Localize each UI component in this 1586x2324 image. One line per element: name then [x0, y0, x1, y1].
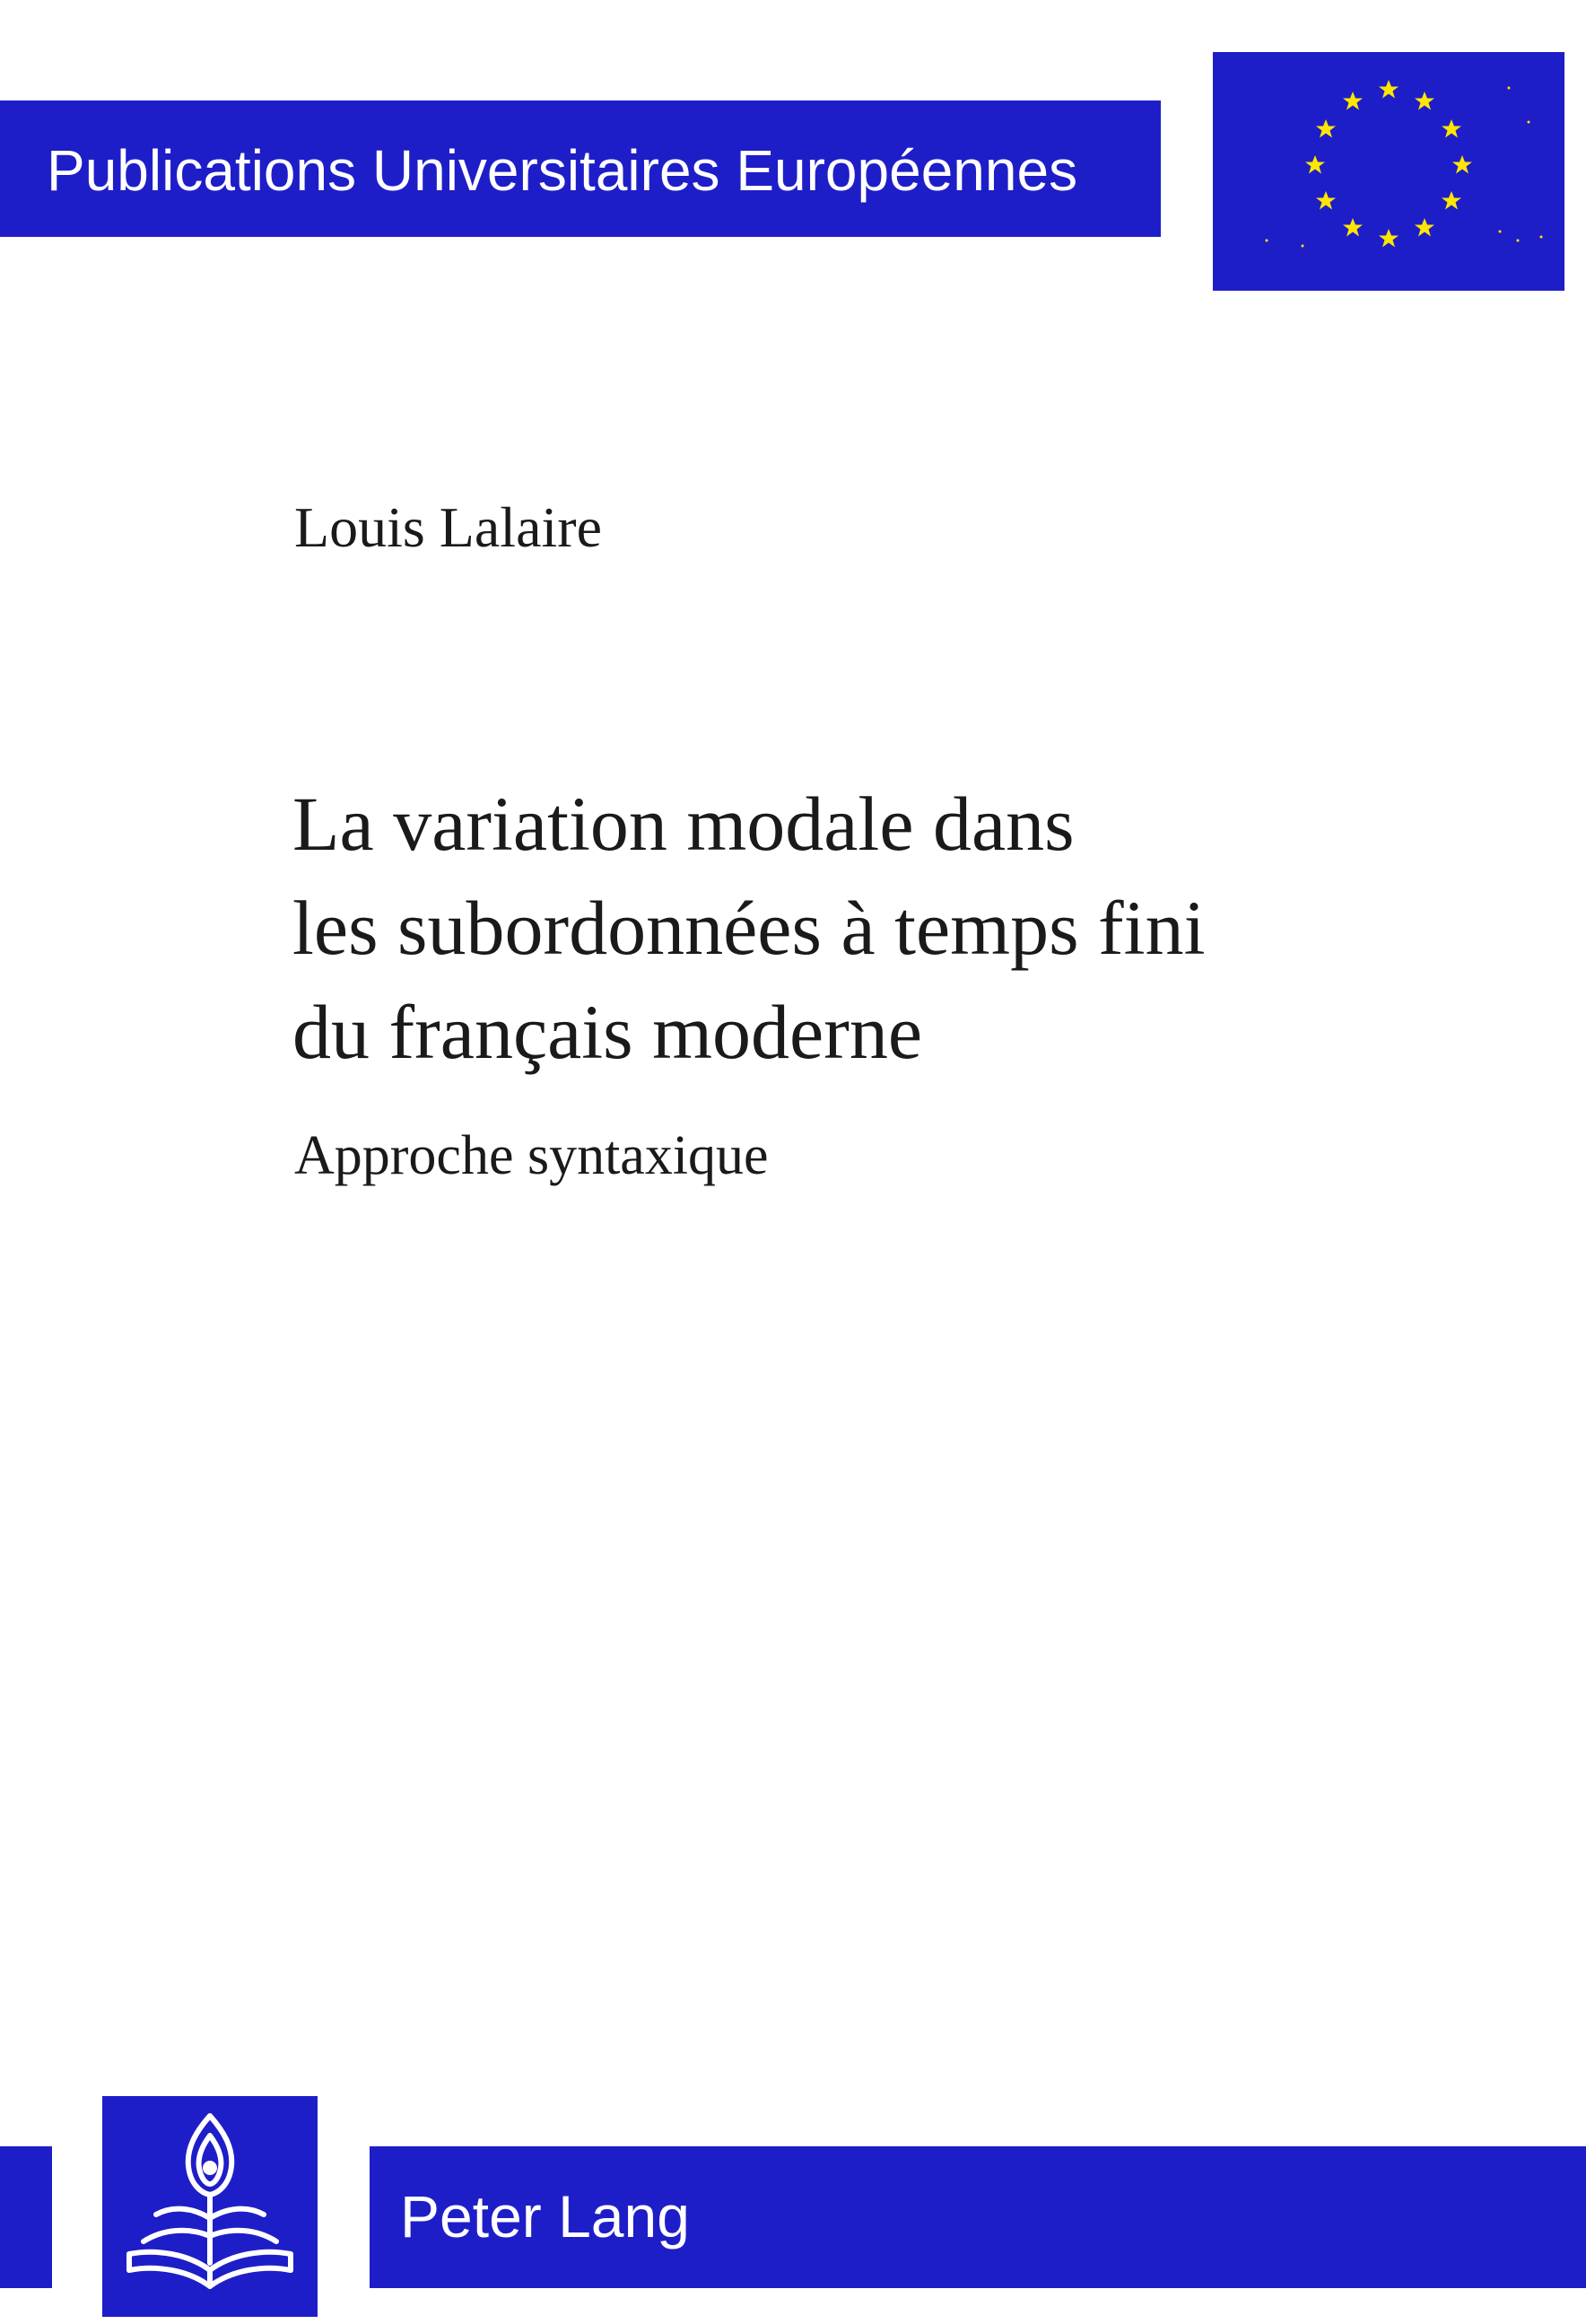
publisher-name: Peter Lang	[400, 2183, 690, 2250]
eu-flag-icon	[1213, 52, 1564, 291]
author-name: Louis Lalaire	[294, 495, 602, 559]
book-subtitle: Approche syntaxique	[294, 1125, 769, 1186]
title-line: les subordonnées à temps fini	[292, 885, 1206, 971]
title-line: La variation modale dans	[292, 781, 1075, 867]
left-band-stub	[0, 2146, 52, 2288]
book-title	[292, 772, 1494, 1084]
title-line: du français moderne	[292, 989, 923, 1075]
peter-lang-logo-icon	[102, 2096, 318, 2317]
series-title: Publications Universitaires Européennes	[47, 138, 1078, 203]
